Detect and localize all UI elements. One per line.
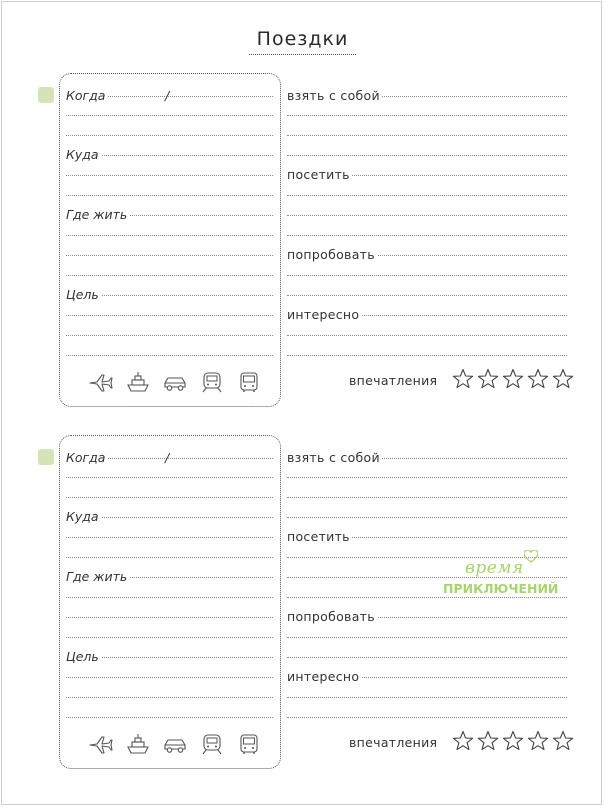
left-write-line[interactable] (66, 677, 273, 678)
train-icon[interactable] (199, 732, 225, 756)
label-interesting: интересно (287, 307, 360, 322)
right-write-line[interactable] (287, 497, 567, 498)
left-write-line[interactable] (66, 637, 273, 638)
label-visit: посетить (287, 167, 350, 182)
star-icon[interactable] (452, 730, 474, 752)
left-write-line[interactable] (66, 335, 273, 336)
left-write-line[interactable] (66, 597, 273, 598)
left-write-line[interactable] (66, 477, 273, 478)
right-write-line[interactable] (287, 235, 567, 236)
page-title-wrap (0, 28, 605, 55)
ship-icon[interactable] (125, 732, 151, 756)
left-write-line[interactable] (66, 235, 273, 236)
right-write-line[interactable] (287, 517, 567, 518)
right-write-line[interactable] (287, 195, 567, 196)
right-write-line[interactable] (287, 155, 567, 156)
transport-icons (88, 370, 262, 394)
left-write-line[interactable] (66, 697, 273, 698)
star-icon[interactable] (477, 368, 499, 390)
left-write-line[interactable] (66, 135, 273, 136)
right-write-line[interactable] (287, 215, 567, 216)
train-icon[interactable] (199, 370, 225, 394)
label-goal: Цель (66, 649, 99, 664)
bus-icon[interactable] (236, 370, 262, 394)
rating-stars (452, 368, 574, 390)
right-write-line[interactable] (287, 275, 567, 276)
label-interesting: интересно (287, 669, 360, 684)
date-separator: / (165, 88, 170, 103)
left-write-line[interactable] (66, 115, 273, 116)
right-write-line[interactable] (287, 115, 567, 116)
section-marker (38, 87, 54, 103)
trip-details-box (59, 73, 281, 407)
right-write-line[interactable] (287, 135, 567, 136)
right-write-line[interactable] (287, 697, 567, 698)
left-write-line[interactable] (66, 255, 273, 256)
rating-stars (452, 730, 574, 752)
left-write-line[interactable] (66, 175, 273, 176)
label-stay: Где жить (66, 207, 128, 222)
star-icon[interactable] (527, 730, 549, 752)
label-try: попробовать (287, 609, 375, 624)
airplane-icon[interactable] (88, 732, 114, 756)
transport-icons (88, 732, 262, 756)
right-write-line[interactable] (287, 335, 567, 336)
label-when: Когда (66, 450, 106, 465)
star-icon[interactable] (527, 368, 549, 390)
star-icon[interactable] (502, 730, 524, 752)
left-write-line[interactable] (66, 195, 273, 196)
section-marker (38, 449, 54, 465)
trip-section-1 (0, 73, 605, 413)
label-try: попробовать (287, 247, 375, 262)
label-where: Куда (66, 509, 99, 524)
left-write-line[interactable] (66, 557, 273, 558)
left-write-line[interactable] (66, 315, 273, 316)
right-write-line[interactable] (287, 717, 567, 718)
label-where: Куда (66, 147, 99, 162)
airplane-icon[interactable] (88, 370, 114, 394)
trip-section-2 (0, 435, 605, 775)
star-icon[interactable] (502, 368, 524, 390)
left-write-line[interactable] (66, 537, 273, 538)
star-icon[interactable] (552, 730, 574, 752)
label-take-along: взять с собой (287, 88, 380, 103)
right-write-line[interactable] (287, 637, 567, 638)
impressions-label: впечатления (349, 373, 438, 388)
impressions-label: впечатления (349, 735, 438, 750)
left-write-line[interactable] (66, 275, 273, 276)
left-write-line[interactable] (66, 497, 273, 498)
logo-line-1: время (465, 558, 524, 578)
label-take-along: взять с собой (287, 450, 380, 465)
right-write-line[interactable] (287, 295, 567, 296)
left-write-line[interactable] (66, 717, 273, 718)
left-write-line[interactable] (66, 617, 273, 618)
ship-icon[interactable] (125, 370, 151, 394)
heart-icon (524, 550, 538, 563)
star-icon[interactable] (452, 368, 474, 390)
star-icon[interactable] (477, 730, 499, 752)
right-write-line[interactable] (287, 355, 567, 356)
logo-line-2: ПРИКЛЮЧЕНИЙ (443, 581, 559, 596)
logo (440, 548, 559, 604)
left-write-line[interactable] (66, 355, 273, 356)
right-write-line[interactable] (287, 477, 567, 478)
label-when: Когда (66, 88, 106, 103)
label-goal: Цель (66, 287, 99, 302)
car-icon[interactable] (162, 732, 188, 756)
label-visit: посетить (287, 529, 350, 544)
car-icon[interactable] (162, 370, 188, 394)
star-icon[interactable] (552, 368, 574, 390)
right-write-line[interactable] (287, 657, 567, 658)
bus-icon[interactable] (236, 732, 262, 756)
trip-details-box (59, 435, 281, 769)
page-title: Поездки (249, 28, 357, 55)
label-stay: Где жить (66, 569, 128, 584)
date-separator: / (165, 450, 170, 465)
